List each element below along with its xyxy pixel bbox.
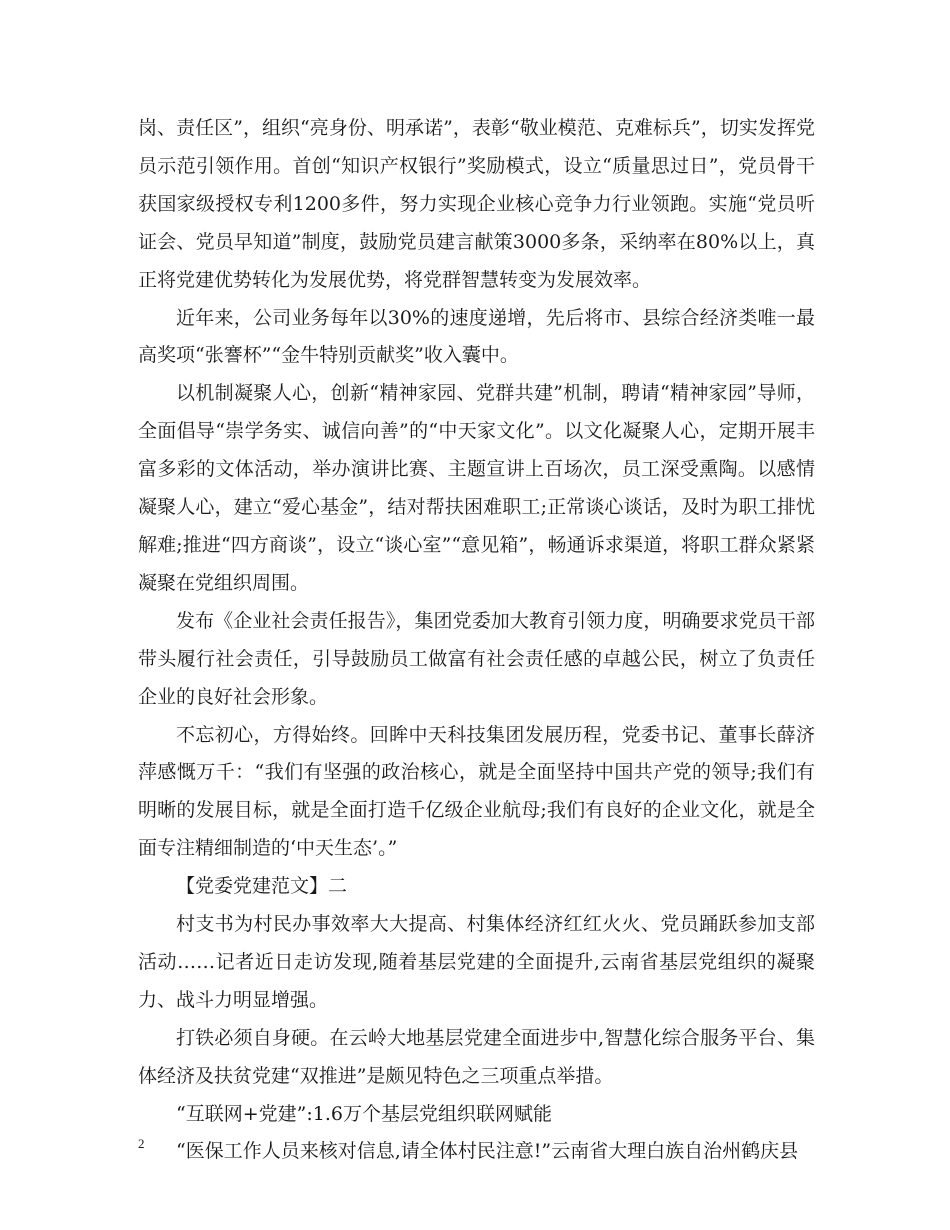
paragraph-8: “医保工作人员来核对信息,请全体村民注意!”云南省大理白族自治州鹤庆县 xyxy=(176,1140,799,1163)
section-heading: 【党委党建范文】二 xyxy=(176,875,348,898)
paragraph-1: 岗、责任区”，组织“亮身份、明承诺”，表彰“敬业模范、克难标兵”，切实发挥党员示范引领作用。首创“知识产权银行”奖励模式，设立“质量思过日”，党员骨干获国家级授权专利1200多件，努力实现企业核心竞争力行业领跑。实施“党员听证会、党员早知道”制度，鼓励党员建言献策3000多条，采纳率在80%以上，真正将党建优势转化为发展优势，将党群智慧转变为发展效率。 xyxy=(138,117,815,291)
paragraph-5: 不忘初心，方得始终。回眸中天科技集团发展历程，党委书记、董事长薛济萍感慨万千：“我们有坚强的政治核心，就是全面坚持中国共产党的领导;我们有明晰的发展目标，就是全面打造千亿级企业航母;我们有良好的企业文化，就是全面专注精细制造的‘中天生态’。” xyxy=(138,723,815,860)
document-body xyxy=(138,110,815,1171)
subheading: “互联网+党建”:1.6万个基层党组织联网赋能 xyxy=(176,1102,552,1125)
paragraph-7: 打铁必须自身硬。在云岭大地基层党建全面进步中,智慧化综合服务平台、集体经济及扶贫党建“双推进”是颇见特色之三项重点举措。 xyxy=(138,1026,815,1087)
paragraph-2: 近年来，公司业务每年以30%的速度递增，先后将市、县综合经济类唯一最高奖项“张謇杯”“金牛特别贡献奖”收入囊中。 xyxy=(138,306,815,367)
paragraph-6: 村支书为村民办事效率大大提高、村集体经济红红火火、党员踊跃参加支部活动……记者近日走访发现,随着基层党建的全面提升,云南省基层党组织的凝聚力、战斗力明显增强。 xyxy=(138,913,815,1011)
paragraph-3: 以机制凝聚人心，创新“精神家园、党群共建”机制，聘请“精神家园”导师，全面倡导“崇学务实、诚信向善”的“中天家文化”。以文化凝聚人心，定期开展丰富多彩的文体活动，举办演讲比赛、主题宣讲上百场次，员工深受熏陶。以感情凝聚人心，建立“爱心基金”，结对帮扶困难职工;正常谈心谈话，及时为职工排忧解难;推进“四方商谈”，设立“谈心室”“意见箱”，畅通诉求渠道，将职工群众紧紧凝聚在党组织周围。 xyxy=(138,382,815,594)
paragraph-4: 发布《企业社会责任报告》，集团党委加大教育引领力度，明确要求党员干部带头履行社会责任，引导鼓励员工做富有社会责任感的卓越公民，树立了负责任企业的良好社会形象。 xyxy=(138,609,815,708)
page-number: 2 xyxy=(138,1136,145,1151)
